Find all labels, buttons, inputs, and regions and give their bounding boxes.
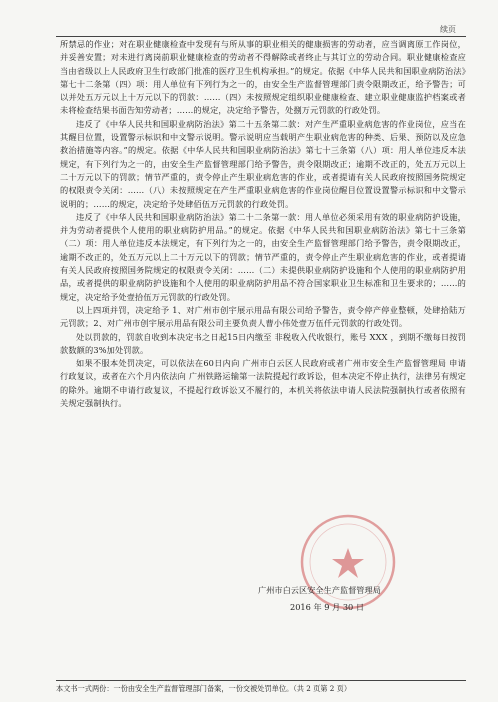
- top-rule: [56, 36, 466, 37]
- issuer-name: 广州市白云区安全生产监督管理局: [258, 585, 381, 595]
- page-footer: 本文书一式两份：一份由安全生产监督管理部门备案，一份交被处罚单位。（共 2 页第 2 页）: [56, 680, 466, 694]
- paragraph-6: 如果不服本处罚决定，可以依法在60日内向 广州市白云区人民政府或者广州市安全生产监督管理局 申请行政复议，或者在六个月内依法向 广州铁路运输第一法院提起行政诉讼，但本决定不停止执行，法律另有规定的除外。逾期不申请行政复议，不提起行政诉讼又不履行的，本机关将依法申请人民法院强制执行或者依照有关规定强制执行。: [60, 358, 466, 409]
- issue-date: 2016 年 9 月 30 日: [290, 602, 365, 612]
- official-seal-icon: [298, 512, 398, 612]
- paragraph-5: 处以罚款的，罚款自收到本决定书之日起15日内缴至 非税收入代收银行，账号 XXX ，到期不缴每日按罚款数额的3%加处罚款。: [60, 331, 466, 355]
- paragraph-4: 以上四项并罚，决定给予 1、对广州市创宇展示用品有限公司给予警告，责令停产停业整顿，处肆拾陆万元罚款；2、对广州市创宇展示用品有限公司主要负责人曹小伟处壹万伍仟元罚款的行政处罚。: [60, 304, 466, 329]
- page-label: 续页: [440, 25, 456, 34]
- paragraph-3: 违反了《中华人民共和国职业病防治法》第二十二条第一款：用人单位必须采用有效的职业病防护设施，并为劳动者提供个人使用的职业病防护用品。”的规定。依据《中华人民共和国职业病防治法》第七十三条第（二）项：用人单位违反本法规定，有下列行为之一的，由安全生产监督管理部门给予警告，责令限期改正，逾期不改正的，处五万元以上二十万元以下的罚款；情节严重的，责令停止产生职业病危害的作业，或者提请有关人民政府按照国务院规定的权限责令关闭：……（二）未提供职业病防护设施和个人使用的职业病防护用品，或者提供的职业病防护设施和个人使用的职业病防护用品不符合国家职业卫生标准和卫生要求的；……的规定，决定给予处壹拾伍万元罚款的行政处罚。: [60, 211, 466, 302]
- paragraph-2: 违反了《中华人民共和国职业病防治法》第二十五条第二款：对产生严重职业病危害的作业岗位，应当在其醒目位置，设置警示标识和中文警示说明。警示说明应当载明产生职业病危害的种类、后果、预防以及应急救治措施等内容。”的规定。依据《中华人民共和国职业病防治法》第七十三条第（八）项：用人单位违反本法规定，有下列行为之一的，由安全生产监督管理部门给予警告，责令限期改正；逾期不改正的，处五万元以上二十万元以下的罚款；情节严重的，责令停止产生职业病危害的作业，或者提请有关人民政府按照国务院规定的权限责令关闭：……（八）未按照规定在产生严重职业病危害的作业岗位醒目位置设置警示标识和中文警示说明的；……的规定，决定给予处肆佰伍万元罚款的行政处罚。: [60, 118, 466, 209]
- document-body: [60, 38, 466, 410]
- paragraph-1: 所禁忌的作业；对在职业健康检查中发现有与所从事的职业相关的健康损害的劳动者，应当调离原工作岗位，并妥善安置；对未进行离岗前职业健康检查的劳动者不得解除或者终止与其订立的劳动合同。职业健康检查应当由省级以上人民政府卫生行政部门批准的医疗卫生机构承担。”的规定。依据《中华人民共和国职业病防治法》第七十二条第（四）项：用人单位有下列行为之一的，由安全生产监督管理部门责令限期改正，给予警告；可以并处五万元以上十万元以下的罚款：……（四）未按照规定组织职业健康检查、建立职业健康监护档案或者未将检查结果书面告知劳动者；……的规定，决定给予警告，处捌万元罚款的行政处罚。: [60, 39, 466, 116]
